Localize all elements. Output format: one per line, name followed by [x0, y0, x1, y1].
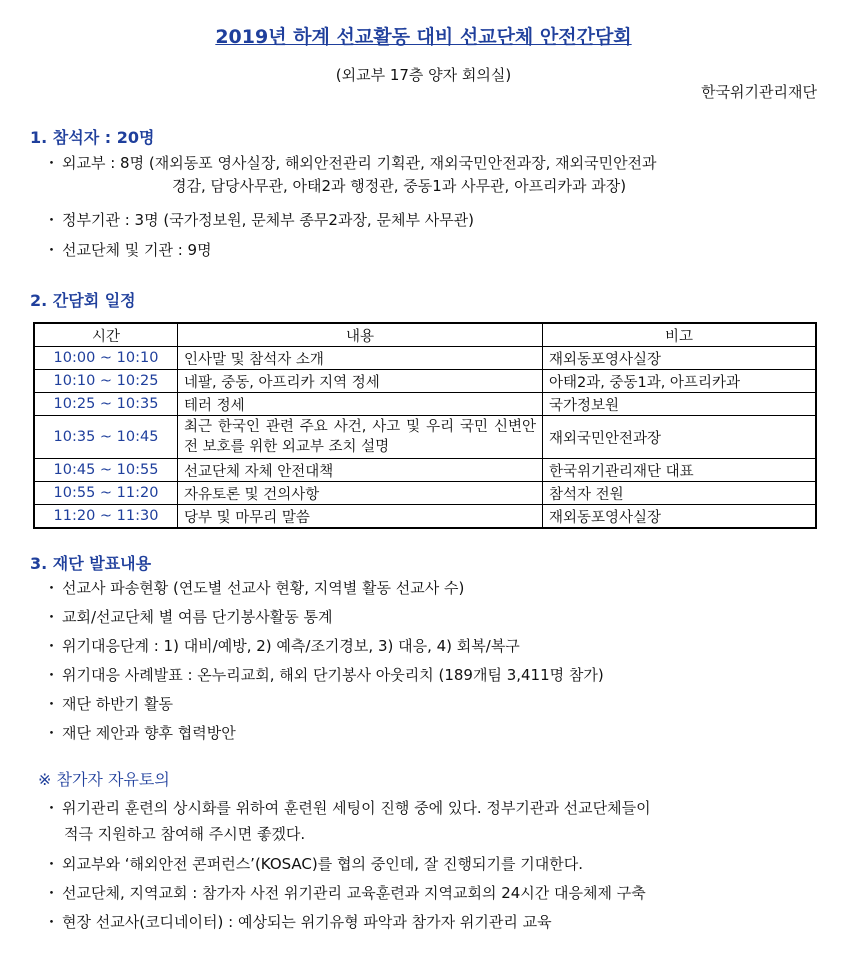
section3-heading: 3. 재단 발표내용 [30, 554, 152, 573]
note-cell: 국가정보원 [543, 393, 817, 416]
time-cell: 10:45 ~ 10:55 [34, 459, 178, 482]
time-cell: 11:20 ~ 11:30 [34, 505, 178, 529]
table-row [34, 370, 816, 393]
table-row [34, 393, 816, 416]
content-cell: 당부 및 마무리 말씀 [178, 505, 543, 529]
time-cell: 10:25 ~ 10:35 [34, 393, 178, 416]
note-cell: 재외국민안전과장 [543, 416, 817, 459]
note-cell: 아태2과, 중동1과, 아프리카과 [543, 370, 817, 393]
discussion-item-continuation: 적극 지원하고 참여해 주시면 좋겠다. [64, 825, 306, 843]
header-time: 시간 [34, 323, 178, 347]
presentation-item: ・ 선교사 파송현황 (연도별 선교사 현황, 지역별 활동 선교사 수) [44, 579, 465, 597]
note-cell: 재외동포영사실장 [543, 347, 817, 370]
presentation-item: ・ 교회/선교단체 별 여름 단기봉사활동 통계 [44, 608, 333, 626]
attendee-item: ・ 정부기관 : 3명 (국가정보원, 문체부 종무2과장, 문체부 사무관) [44, 211, 475, 229]
discussion-heading: ※ 참가자 자유토의 [38, 770, 170, 789]
table-row [34, 482, 816, 505]
content-cell: 자유토론 및 건의사항 [178, 482, 543, 505]
table-row [34, 459, 816, 482]
presentation-item: ・ 위기대응단계 : 1) 대비/예방, 2) 예측/조기경보, 3) 대응, 4) 회복/복구 [44, 637, 520, 655]
note-cell: 재외동포영사실장 [543, 505, 817, 529]
time-cell: 10:00 ~ 10:10 [34, 347, 178, 370]
presentation-item: ・ 위기대응 사례발표 : 온누리교회, 해외 단기봉사 아웃리치 (189개팀 3,411명 참가) [44, 666, 604, 684]
discussion-item: ・ 위기관리 훈련의 상시화를 위하여 훈련원 세팅이 진행 중에 있다. 정부기관과 선교단체들이 [44, 799, 651, 817]
organization-name: 한국위기관리재단 [701, 83, 817, 101]
note-cell: 한국위기관리재단 대표 [543, 459, 817, 482]
note-cell: 참석자 전원 [543, 482, 817, 505]
content-cell: 인사말 및 참석자 소개 [178, 347, 543, 370]
section2-heading: 2. 간담회 일정 [30, 291, 136, 310]
time-cell: 10:55 ~ 11:20 [34, 482, 178, 505]
content-cell: 네팔, 중동, 아프리카 지역 정세 [178, 370, 543, 393]
schedule-table [33, 322, 817, 529]
table-row [34, 347, 816, 370]
header-content: 내용 [178, 323, 543, 347]
presentation-item: ・ 재단 제안과 향후 협력방안 [44, 724, 236, 742]
attendee-item: ・ 외교부 : 8명 (재외동포 영사실장, 해외안전관리 기획관, 재외국민안전과장, 재외국민안전과 [44, 154, 657, 172]
document-title: 2019년 하계 선교활동 대비 선교단체 안전간담회 [215, 26, 632, 48]
time-cell: 10:10 ~ 10:25 [34, 370, 178, 393]
table-row [34, 505, 816, 529]
attendee-item: ・ 선교단체 및 기관 : 9명 [44, 241, 212, 259]
meeting-location: (외교부 17층 양자 회의실) [335, 66, 512, 84]
discussion-item: ・ 외교부와 ‘해외안전 콘퍼런스’(KOSAC)를 협의 중인데, 잘 진행되기를 기대한다. [44, 855, 583, 873]
attendee-item-continuation: 경감, 담당사무관, 아태2과 행정관, 중동1과 사무관, 아프리카과 과장) [172, 177, 627, 195]
table-header-row [34, 323, 816, 347]
content-cell: 최근 한국인 관련 주요 사건, 사고 및 우리 국민 신변안전 보호를 위한 외교부 조치 설명 [178, 416, 543, 459]
table-row [34, 416, 816, 459]
discussion-item: ・ 현장 선교사(코디네이터) : 예상되는 위기유형 파악과 참가자 위기관리 교육 [44, 913, 552, 931]
content-cell: 선교단체 자체 안전대책 [178, 459, 543, 482]
section1-heading: 1. 참석자 : 20명 [30, 128, 155, 147]
discussion-item: ・ 선교단체, 지역교회 : 참가자 사전 위기관리 교육훈련과 지역교회의 24시간 대응체제 구축 [44, 884, 646, 902]
presentation-item: ・ 재단 하반기 활동 [44, 695, 173, 713]
content-cell: 테러 정세 [178, 393, 543, 416]
header-note: 비고 [543, 323, 817, 347]
time-cell: 10:35 ~ 10:45 [34, 416, 178, 459]
